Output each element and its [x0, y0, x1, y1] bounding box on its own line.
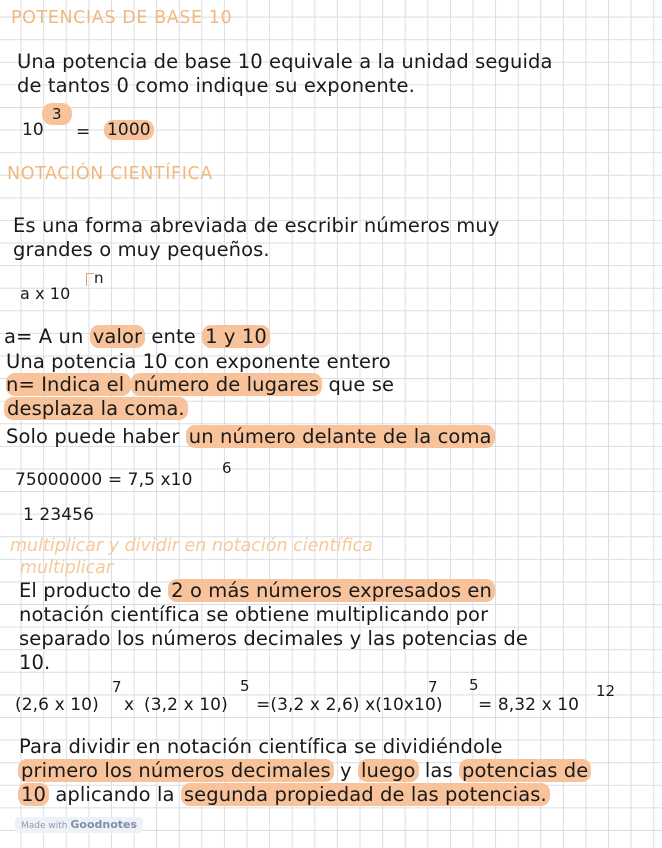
- scientific-example-exponent: 6: [222, 459, 232, 477]
- solo-highlight: un número delante de la coma: [186, 425, 495, 448]
- formula-caret-mark: [86, 273, 94, 286]
- multiplicar-line-1-highlight: 2 o más números expresados en: [168, 579, 495, 602]
- definition-n-highlight: número de lugares: [131, 373, 323, 396]
- dividir-line-3: [18, 783, 550, 807]
- equation-times: x: [124, 695, 135, 715]
- subsection-title-multiplicar: multiplicar: [20, 558, 114, 578]
- equation-result: = 8,32 x 10: [478, 695, 580, 715]
- multiplicar-line-1: [19, 579, 495, 603]
- digit-count: 1 23456: [23, 505, 94, 525]
- definition-a: [4, 325, 270, 349]
- formula-exponent: n: [94, 269, 104, 287]
- definition-a-highlight-range: 1 y 10: [202, 325, 270, 348]
- example-base: 10: [22, 120, 44, 140]
- dividir-line-3-highlight-2: segunda propiedad de las potencias.: [181, 783, 550, 806]
- solo-line: [6, 425, 495, 449]
- multiplicar-line-2: notación científica se obtiene multiplicando por: [19, 603, 489, 626]
- definition-a-highlight-valor: valor: [90, 325, 145, 348]
- example-equals: =: [76, 122, 91, 142]
- dividir-line-3-mid: aplicando la: [49, 783, 181, 806]
- definition-n-prefix: n= Indica el: [6, 373, 131, 396]
- definition-n-line-2-highlight: desplaza la coma.: [4, 397, 188, 420]
- definition-potencia: Una potencia 10 con exponente entero: [6, 350, 391, 373]
- dividir-line-2-highlight-3: potencias de: [459, 759, 591, 782]
- multiplicar-line-3: separado los números decimales y las potencias de: [19, 627, 528, 650]
- section-title-potencias: POTENCIAS DE BASE 10: [11, 8, 233, 28]
- multiplicar-line-4: 10.: [19, 651, 51, 674]
- dividir-line-2: [18, 759, 591, 783]
- definition-a-middle: ente: [145, 325, 203, 348]
- multiplicar-line-1-prefix: El producto de: [19, 579, 169, 602]
- definition-n-line-2: [4, 397, 188, 421]
- watermark-brand: Goodnotes: [70, 818, 138, 831]
- example-result-highlight: 1000: [104, 120, 154, 140]
- equation-factor-b-exponent: 5: [240, 677, 250, 695]
- dividir-line-1: Para dividir en notación científica se dividiéndole: [19, 735, 503, 758]
- potencias-text-line-1: Una potencia de base 10 equivale a la unidad seguida: [17, 50, 553, 73]
- section-title-multiplicar-dividir: multiplicar y dividir en notación científica: [10, 536, 373, 556]
- equation-factor-a: (2,6 x 10): [15, 695, 99, 715]
- definition-n: [6, 373, 394, 397]
- dividir-line-2-mid: y: [333, 759, 358, 782]
- goodnotes-watermark: [15, 817, 143, 833]
- equation-regrouped: =(3,2 x 2,6) x(10x10): [256, 695, 443, 715]
- watermark-made-with: Made with: [21, 821, 68, 831]
- definition-n-suffix: que se: [322, 373, 395, 396]
- equation-regrouped-exponent-2: 5: [469, 676, 479, 694]
- notacion-text-line-1: Es una forma abreviada de escribir números muy: [13, 214, 500, 237]
- notacion-text-line-2: grandes o muy pequeños.: [13, 238, 270, 261]
- equation-result-exponent: 12: [596, 682, 616, 700]
- section-title-notacion: NOTACIÓN CIENTÍFICA: [7, 164, 213, 184]
- example-exponent: 3: [52, 105, 62, 123]
- potencias-text-line-2: de tantos 0 como indique su exponente.: [17, 74, 415, 97]
- dividir-line-2-highlight-2: luego: [358, 759, 419, 782]
- formula: a x 10: [20, 284, 71, 303]
- equation-factor-a-exponent: 7: [112, 678, 122, 696]
- example-result: [104, 118, 154, 142]
- solo-prefix: Solo puede haber: [6, 425, 186, 448]
- definition-a-prefix: a= A un: [4, 325, 90, 348]
- dividir-line-2-mid-2: las: [418, 759, 460, 782]
- equation-regrouped-exponent-1: 7: [428, 678, 438, 696]
- scientific-example: 75000000 = 7,5 x10: [15, 470, 193, 490]
- dividir-line-2-highlight-1: primero los números decimales: [18, 759, 334, 782]
- dividir-line-3-highlight-1: 10: [18, 783, 49, 806]
- equation-factor-b: (3,2 x 10): [144, 695, 228, 715]
